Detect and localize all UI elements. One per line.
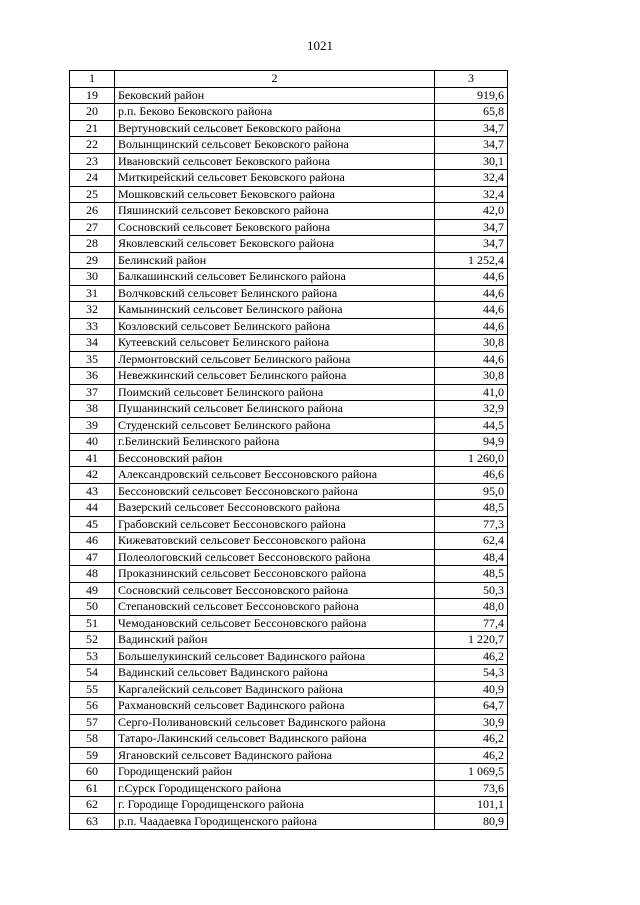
row-value-cell: 46,2 — [435, 648, 508, 665]
row-value-cell: 44,6 — [435, 269, 508, 286]
row-value-cell: 48,4 — [435, 549, 508, 566]
row-name-cell: Сосновский сельсовет Бессоновского района — [115, 582, 435, 599]
table-row — [70, 252, 508, 269]
row-value-cell: 94,9 — [435, 434, 508, 451]
page-number: 1021 — [307, 38, 333, 53]
row-name-cell: Волынщинский сельсовет Бековского района — [115, 137, 435, 154]
row-index-cell: 53 — [70, 648, 115, 665]
row-value-cell: 54,3 — [435, 665, 508, 682]
row-value-cell: 34,7 — [435, 120, 508, 137]
row-name-cell: Вазерский сельсовет Бессоновского района — [115, 500, 435, 517]
row-value-cell: 44,6 — [435, 318, 508, 335]
row-name-cell: Лермонтовский сельсовет Белинского района — [115, 351, 435, 368]
table-row — [70, 351, 508, 368]
row-index-cell: 48 — [70, 566, 115, 583]
table-row — [70, 549, 508, 566]
row-name-cell: Пушанинский сельсовет Белинского района — [115, 401, 435, 418]
row-index-cell: 60 — [70, 764, 115, 781]
header-cell-name: 2 — [115, 71, 435, 88]
row-name-cell: г. Городище Городищенского района — [115, 797, 435, 814]
table-row — [70, 153, 508, 170]
row-value-cell: 30,8 — [435, 368, 508, 385]
data-table — [69, 70, 508, 830]
row-index-cell: 46 — [70, 533, 115, 550]
row-value-cell: 77,3 — [435, 516, 508, 533]
row-value-cell: 30,9 — [435, 714, 508, 731]
row-index-cell: 38 — [70, 401, 115, 418]
row-index-cell: 33 — [70, 318, 115, 335]
row-value-cell: 62,4 — [435, 533, 508, 550]
table-row — [70, 566, 508, 583]
row-name-cell: Степановский сельсовет Бессоновского района — [115, 599, 435, 616]
table-row — [70, 401, 508, 418]
row-index-cell: 20 — [70, 104, 115, 121]
row-name-cell: Полеологовский сельсовет Бессоновского района — [115, 549, 435, 566]
row-index-cell: 44 — [70, 500, 115, 517]
table-row — [70, 87, 508, 104]
row-index-cell: 22 — [70, 137, 115, 154]
row-value-cell: 46,2 — [435, 731, 508, 748]
row-index-cell: 31 — [70, 285, 115, 302]
table-row — [70, 219, 508, 236]
row-value-cell: 48,0 — [435, 599, 508, 616]
table-row — [70, 335, 508, 352]
row-name-cell: Яковлевский сельсовет Бековского района — [115, 236, 435, 253]
table-row — [70, 170, 508, 187]
row-name-cell: Студенский сельсовет Белинского района — [115, 417, 435, 434]
header-cell-index: 1 — [70, 71, 115, 88]
table-row — [70, 599, 508, 616]
table-row — [70, 747, 508, 764]
row-value-cell: 32,9 — [435, 401, 508, 418]
row-index-cell: 49 — [70, 582, 115, 599]
row-value-cell: 95,0 — [435, 483, 508, 500]
row-index-cell: 24 — [70, 170, 115, 187]
row-name-cell: р.п. Беково Бековского района — [115, 104, 435, 121]
row-name-cell: Волчковский сельсовет Белинского района — [115, 285, 435, 302]
table-row — [70, 780, 508, 797]
row-name-cell: Сосновский сельсовет Бековского района — [115, 219, 435, 236]
row-value-cell: 44,6 — [435, 285, 508, 302]
table-row — [70, 665, 508, 682]
table-row — [70, 120, 508, 137]
row-name-cell: Мошковский сельсовет Бековского района — [115, 186, 435, 203]
table-row — [70, 483, 508, 500]
row-value-cell: 1 220,7 — [435, 632, 508, 649]
row-value-cell: 32,4 — [435, 186, 508, 203]
table-row — [70, 648, 508, 665]
row-value-cell: 65,8 — [435, 104, 508, 121]
row-index-cell: 35 — [70, 351, 115, 368]
table-row — [70, 434, 508, 451]
row-index-cell: 42 — [70, 467, 115, 484]
row-index-cell: 37 — [70, 384, 115, 401]
row-index-cell: 27 — [70, 219, 115, 236]
table-row — [70, 203, 508, 220]
row-value-cell: 41,0 — [435, 384, 508, 401]
row-value-cell: 42,0 — [435, 203, 508, 220]
row-name-cell: Александровский сельсовет Бессоновского района — [115, 467, 435, 484]
row-name-cell: Вадинский район — [115, 632, 435, 649]
row-value-cell: 32,4 — [435, 170, 508, 187]
row-name-cell: Проказнинский сельсовет Бессоновского района — [115, 566, 435, 583]
row-name-cell: Камынинский сельсовет Белинского района — [115, 302, 435, 319]
row-value-cell: 919,6 — [435, 87, 508, 104]
row-value-cell: 73,6 — [435, 780, 508, 797]
row-name-cell: Ягановский сельсовет Вадинского района — [115, 747, 435, 764]
row-value-cell: 80,9 — [435, 813, 508, 830]
row-index-cell: 21 — [70, 120, 115, 137]
row-value-cell: 1 069,5 — [435, 764, 508, 781]
row-index-cell: 34 — [70, 335, 115, 352]
row-value-cell: 50,3 — [435, 582, 508, 599]
row-name-cell: Белинский район — [115, 252, 435, 269]
row-name-cell: Большелукинский сельсовет Вадинского района — [115, 648, 435, 665]
row-name-cell: Ивановский сельсовет Бековского района — [115, 153, 435, 170]
row-name-cell: Поимский сельсовет Белинского района — [115, 384, 435, 401]
table-row — [70, 582, 508, 599]
row-name-cell: г.Белинский Белинского района — [115, 434, 435, 451]
row-value-cell: 30,1 — [435, 153, 508, 170]
row-value-cell: 34,7 — [435, 137, 508, 154]
row-index-cell: 63 — [70, 813, 115, 830]
row-name-cell: Татаро-Лакинский сельсовет Вадинского района — [115, 731, 435, 748]
row-index-cell: 36 — [70, 368, 115, 385]
table-row — [70, 681, 508, 698]
row-name-cell: Балкашинский сельсовет Белинского района — [115, 269, 435, 286]
row-name-cell: Грабовский сельсовет Бессоновского района — [115, 516, 435, 533]
table-row — [70, 302, 508, 319]
row-index-cell: 25 — [70, 186, 115, 203]
table-row — [70, 368, 508, 385]
row-index-cell: 62 — [70, 797, 115, 814]
row-value-cell: 64,7 — [435, 698, 508, 715]
table-row — [70, 384, 508, 401]
row-value-cell: 48,5 — [435, 500, 508, 517]
row-index-cell: 30 — [70, 269, 115, 286]
table-row — [70, 516, 508, 533]
row-name-cell: р.п. Чаадаевка Городищенского района — [115, 813, 435, 830]
table-row — [70, 104, 508, 121]
table-row — [70, 137, 508, 154]
row-name-cell: Невежкинский сельсовет Белинского района — [115, 368, 435, 385]
row-index-cell: 39 — [70, 417, 115, 434]
table-row — [70, 764, 508, 781]
row-value-cell: 46,6 — [435, 467, 508, 484]
row-name-cell: Городищенский район — [115, 764, 435, 781]
row-name-cell: Козловский сельсовет Белинского района — [115, 318, 435, 335]
table-row — [70, 698, 508, 715]
table-row — [70, 533, 508, 550]
table-row — [70, 417, 508, 434]
row-name-cell: Миткирейский сельсовет Бековского района — [115, 170, 435, 187]
row-name-cell: Вертуновский сельсовет Бековского района — [115, 120, 435, 137]
row-name-cell: Пяшинский сельсовет Бековского района — [115, 203, 435, 220]
row-index-cell: 45 — [70, 516, 115, 533]
row-index-cell: 52 — [70, 632, 115, 649]
row-name-cell: Бессоновский район — [115, 450, 435, 467]
row-index-cell: 59 — [70, 747, 115, 764]
row-index-cell: 47 — [70, 549, 115, 566]
row-index-cell: 29 — [70, 252, 115, 269]
row-name-cell: г.Сурск Городищенского района — [115, 780, 435, 797]
row-value-cell: 44,5 — [435, 417, 508, 434]
row-value-cell: 1 260,0 — [435, 450, 508, 467]
table-row — [70, 500, 508, 517]
row-index-cell: 54 — [70, 665, 115, 682]
row-index-cell: 55 — [70, 681, 115, 698]
row-value-cell: 101,1 — [435, 797, 508, 814]
header-cell-value: 3 — [435, 71, 508, 88]
table-row — [70, 813, 508, 830]
row-name-cell: Бековский район — [115, 87, 435, 104]
row-index-cell: 28 — [70, 236, 115, 253]
row-index-cell: 61 — [70, 780, 115, 797]
row-index-cell: 40 — [70, 434, 115, 451]
row-index-cell: 58 — [70, 731, 115, 748]
row-value-cell: 44,6 — [435, 302, 508, 319]
table-row — [70, 186, 508, 203]
row-name-cell: Рахмановский сельсовет Вадинского района — [115, 698, 435, 715]
table-row — [70, 450, 508, 467]
row-index-cell: 51 — [70, 615, 115, 632]
table-row — [70, 467, 508, 484]
row-value-cell: 34,7 — [435, 219, 508, 236]
row-index-cell: 32 — [70, 302, 115, 319]
table-row — [70, 318, 508, 335]
table-row — [70, 714, 508, 731]
row-name-cell: Кутеевский сельсовет Белинского района — [115, 335, 435, 352]
table-row — [70, 615, 508, 632]
row-value-cell: 30,8 — [435, 335, 508, 352]
row-name-cell: Кижеватовский сельсовет Бессоновского района — [115, 533, 435, 550]
row-index-cell: 26 — [70, 203, 115, 220]
row-index-cell: 23 — [70, 153, 115, 170]
row-name-cell: Чемодановский сельсовет Бессоновского района — [115, 615, 435, 632]
row-index-cell: 56 — [70, 698, 115, 715]
row-value-cell: 46,2 — [435, 747, 508, 764]
row-name-cell: Бессоновский сельсовет Бессоновского района — [115, 483, 435, 500]
row-value-cell: 34,7 — [435, 236, 508, 253]
row-value-cell: 44,6 — [435, 351, 508, 368]
row-index-cell: 43 — [70, 483, 115, 500]
row-index-cell: 41 — [70, 450, 115, 467]
table-row — [70, 269, 508, 286]
row-index-cell: 19 — [70, 87, 115, 104]
row-name-cell: Каргалейский сельсовет Вадинского района — [115, 681, 435, 698]
row-name-cell: Вадинский сельсовет Вадинского района — [115, 665, 435, 682]
row-index-cell: 57 — [70, 714, 115, 731]
row-value-cell: 77,4 — [435, 615, 508, 632]
table-row — [70, 285, 508, 302]
table-row — [70, 236, 508, 253]
table-row — [70, 632, 508, 649]
row-index-cell: 50 — [70, 599, 115, 616]
row-value-cell: 1 252,4 — [435, 252, 508, 269]
row-value-cell: 40,9 — [435, 681, 508, 698]
table-row — [70, 797, 508, 814]
row-value-cell: 48,5 — [435, 566, 508, 583]
table-row — [70, 731, 508, 748]
row-name-cell: Серго-Поливановский сельсовет Вадинского района — [115, 714, 435, 731]
table-header-row — [70, 71, 508, 88]
